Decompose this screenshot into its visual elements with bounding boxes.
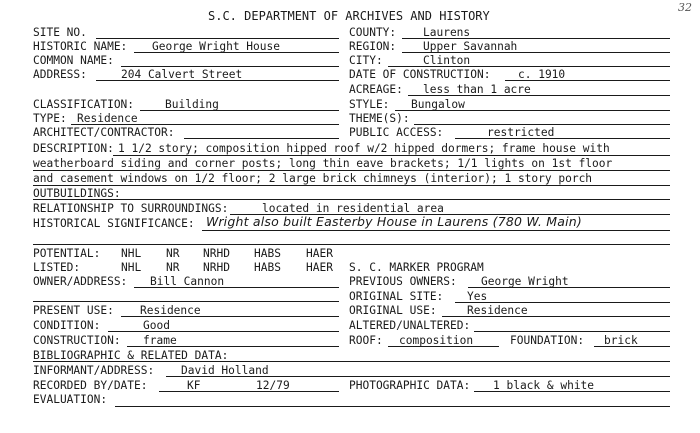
outbuildings-label: OUTBUILDINGS: (33, 187, 121, 200)
description-line-2: weatherboard siding and corner posts; long thin eave brackets; 1/1 lights on 1st floor (33, 157, 613, 170)
city-label: CITY: (349, 54, 383, 67)
acreage-value: less than 1 acre (423, 83, 531, 96)
roof-line (388, 346, 499, 347)
style-label: STYLE: (349, 98, 390, 111)
theme-line (414, 124, 670, 125)
city-value: Clinton (423, 54, 471, 67)
construction-line (127, 346, 339, 347)
original-site-label: ORIGINAL SITE: (349, 290, 444, 303)
description-line-1: 1 1/2 story; composition hipped roof w/2 hipped dormers; frame house with (118, 142, 610, 155)
altered-line (474, 331, 670, 332)
roof-label: ROOF: (349, 334, 383, 347)
architect-line (184, 138, 339, 139)
photographic-line (474, 391, 670, 392)
recorded-by-line (159, 391, 339, 392)
bibliographic-label: BIBLIOGRAPHIC & RELATED DATA: (33, 349, 229, 362)
address-line (96, 80, 339, 81)
site-no-line (96, 38, 339, 39)
potential-nrhd: NRHD (203, 247, 230, 260)
potential-nr: NR (166, 247, 180, 260)
listed-nr: NR (166, 261, 180, 274)
original-use-label: ORIGINAL USE: (349, 304, 437, 317)
relationship-label: RELATIONSHIP TO SURROUNDINGS: (33, 202, 229, 215)
original-site-line (455, 302, 670, 303)
public-access-line (455, 138, 670, 139)
common-name-label: COMMON NAME: (33, 54, 114, 67)
description-line-3: and casement windows on 1/2 floor; 2 large brick chimneys (interior); 1 story porch (33, 172, 593, 185)
significance-rule-1 (202, 230, 670, 231)
informant-line (166, 376, 670, 377)
present-use-value: Residence (140, 304, 201, 317)
common-name-line (121, 66, 339, 67)
form-title: S.C. DEPARTMENT OF ARCHIVES AND HISTORY (208, 9, 490, 23)
original-use-line (442, 316, 670, 317)
construction-label: CONSTRUCTION: (33, 334, 121, 347)
previous-owners-value: George Wright (481, 275, 569, 288)
recorded-by-label: RECORDED BY/DATE: (33, 379, 148, 392)
listed-habs: HABS (254, 261, 281, 274)
listed-haer: HAER (306, 261, 333, 274)
marker-program-label: S. C. MARKER PROGRAM (349, 261, 484, 274)
photographic-label: PHOTOGRAPHIC DATA: (349, 379, 471, 392)
description-rule-1 (113, 155, 670, 156)
acreage-label: ACREAGE: (349, 83, 403, 96)
region-value: Upper Savannah (423, 40, 518, 53)
type-label: TYPE: (33, 112, 67, 125)
type-line (71, 124, 339, 125)
previous-owners-line (468, 287, 670, 288)
date-of-construction-line (505, 80, 670, 81)
classification-value: Building (165, 98, 219, 111)
foundation-value: brick (604, 334, 638, 347)
acreage-line (408, 95, 670, 96)
county-label: COUNTY: (349, 26, 397, 39)
bibliographic-line (33, 361, 670, 362)
recorded-by-date: 12/79 (256, 379, 290, 392)
roof-value: composition (399, 334, 474, 347)
potential-habs: HABS (254, 247, 281, 260)
date-of-construction-value: c. 1910 (518, 68, 566, 81)
significance-value: Wright also built Easterby House in Laurens (780 W. Main) (206, 214, 582, 229)
city-line (388, 66, 670, 67)
description-label: DESCRIPTION: (33, 142, 114, 155)
county-line (402, 38, 670, 39)
style-value: Bungalow (411, 98, 465, 111)
potential-label: POTENTIAL: (33, 247, 101, 260)
public-access-value: restricted (487, 126, 555, 139)
potential-nhl: NHL (121, 247, 142, 260)
county-value: Laurens (423, 26, 471, 39)
page-number: 32 (678, 1, 692, 14)
present-use-line (121, 316, 339, 317)
architect-label: ARCHITECT/CONTRACTOR: (33, 126, 175, 139)
foundation-label: FOUNDATION: (510, 334, 585, 347)
region-label: REGION: (349, 40, 397, 53)
owner-value: Bill Cannon (150, 275, 225, 288)
previous-owners-label: PREVIOUS OWNERS: (349, 275, 457, 288)
region-line (402, 52, 670, 53)
condition-line (108, 331, 339, 332)
style-line (395, 110, 670, 111)
address-label: ADDRESS: (33, 68, 87, 81)
date-of-construction-label: DATE OF CONSTRUCTION: (349, 68, 491, 81)
listed-nhl: NHL (121, 261, 142, 274)
description-rule-3 (33, 185, 670, 186)
type-value: Residence (77, 112, 138, 125)
description-rule-2 (33, 170, 670, 171)
condition-label: CONDITION: (33, 319, 101, 332)
significance-rule-2 (33, 244, 670, 245)
present-use-label: PRESENT USE: (33, 304, 114, 317)
public-access-label: PUBLIC ACCESS: (349, 126, 444, 139)
construction-value: frame (143, 334, 177, 347)
informant-value: David Holland (181, 364, 269, 377)
relationship-value: located in residential area (262, 202, 444, 215)
condition-value: Good (143, 319, 170, 332)
historic-name-value: George Wright House (152, 40, 280, 53)
original-site-value: Yes (467, 290, 488, 303)
owner-label: OWNER/ADDRESS: (33, 275, 128, 288)
address-value: 204 Calvert Street (121, 68, 243, 81)
evaluation-line (115, 406, 670, 407)
historic-name-label: HISTORIC NAME: (33, 40, 128, 53)
potential-haer: HAER (306, 247, 333, 260)
photographic-value: 1 black & white (493, 379, 595, 392)
theme-label: THEME(S): (349, 112, 410, 125)
significance-label: HISTORICAL SIGNIFICANCE: (33, 217, 195, 230)
recorded-by-initials: KF (187, 379, 201, 392)
site-no-label: SITE NO. (33, 26, 87, 39)
evaluation-label: EVALUATION: (33, 393, 108, 406)
foundation-line (594, 346, 670, 347)
historic-name-line (134, 52, 339, 53)
classification-label: CLASSIFICATION: (33, 98, 135, 111)
listed-label: LISTED: (33, 261, 81, 274)
owner-line (134, 287, 339, 288)
informant-label: INFORMANT/ADDRESS: (33, 364, 155, 377)
altered-label: ALTERED/UNALTERED: (349, 319, 471, 332)
original-use-value: Residence (467, 304, 528, 317)
classification-line (140, 110, 339, 111)
outbuildings-line (33, 199, 670, 200)
owner-line-2 (33, 301, 339, 302)
listed-nrhd: NRHD (203, 261, 230, 274)
